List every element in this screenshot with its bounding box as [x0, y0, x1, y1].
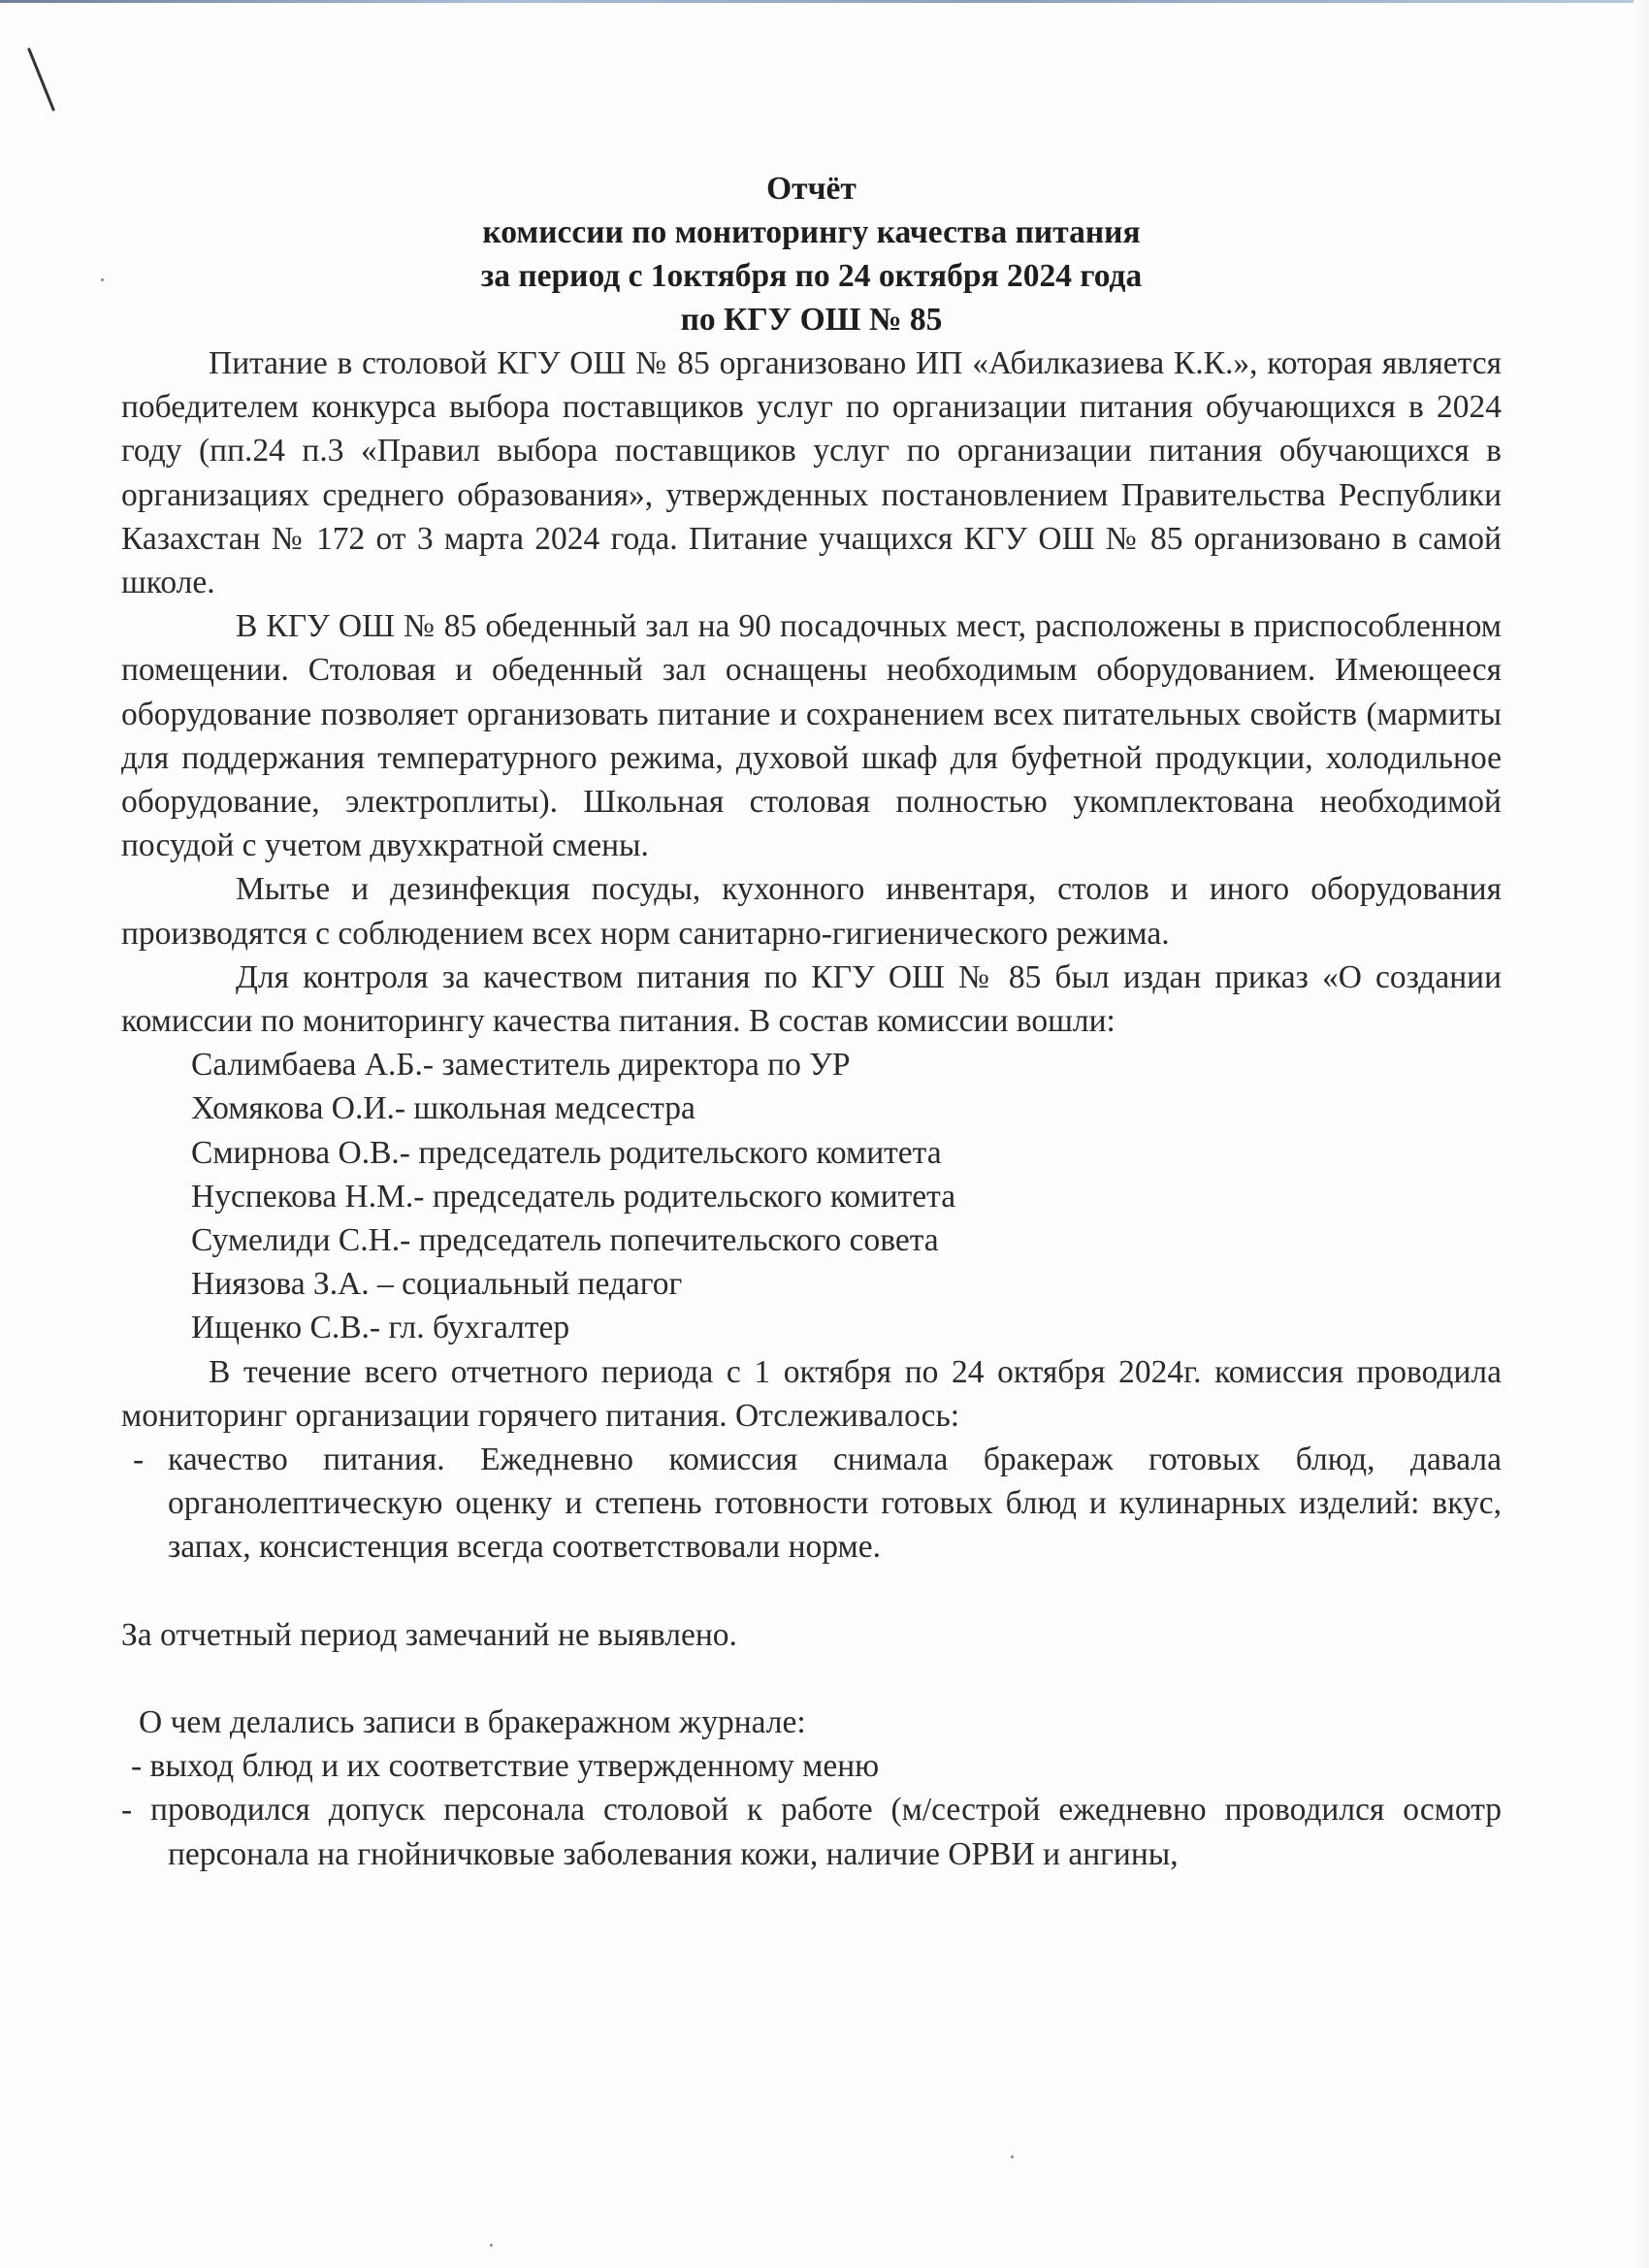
scan-edge-right: [1633, 0, 1649, 2268]
list-dash: -: [133, 1442, 145, 1478]
monitored-item-text: качество питания. Ежедневно комиссия снимала бракераж готовых блюд, давала органолептическую оценку и степень готовности готовых блюд и кулинарных изделий: вкус, запах, консистенция всегда соответствовали норме.: [168, 1442, 1502, 1566]
scan-edge-top: [0, 0, 1649, 3]
report-title-block: [121, 167, 1502, 341]
commission-member: Сумелиди С.Н.- председатель попечительского совета: [191, 1222, 939, 1259]
report-title: Отчёт: [766, 171, 857, 207]
spacer: [121, 1570, 1502, 1613]
scan-speck: [490, 2244, 493, 2247]
report-subtitle-line: за период с 1октября по 24 октября 2024 года: [480, 258, 1143, 294]
monitored-item: [121, 1438, 1502, 1570]
commission-member: Салимбаева А.Б.- заместитель директора по УР: [191, 1047, 851, 1084]
commission-member: Нуспекова Н.М.- председатель родительского комитета: [191, 1178, 956, 1215]
spacer: [121, 1657, 1502, 1701]
scan-speck: [1011, 2155, 1014, 2158]
paragraph-catering-provider: Питание в столовой КГУ ОШ № 85 организовано ИП «Абилказиева К.К.», которая является победителем конкурса выбора поставщиков услуг по организации питания обучающихся в 2024 году (пп.24 п.3 «Правил выбора поставщиков услуг по организации питания обучающихся в организациях среднего образования», утвержденных постановлением Правительства Республики Казахстан № 172 от 3 марта 2024 года. Питание учащихся КГУ ОШ № 85 организовано в самой школе.: [121, 345, 1502, 601]
journal-item: - выход блюд и их соответствие утвержденному меню: [131, 1748, 880, 1785]
commission-member: Ищенко С.В.- гл. бухгалтер: [191, 1310, 570, 1346]
commission-member: Хомякова О.И.- школьная медсестра: [191, 1090, 695, 1127]
document-body: [121, 167, 1502, 1876]
report-subtitle-line: комиссии по мониторингу качества питания: [482, 214, 1141, 250]
scan-speck: [101, 278, 104, 281]
paragraph-sanitation: Мытье и дезинфекция посуды, кухонного инвентаря, столов и иного оборудования производятся с соблюдением всех норм санитарно-гигиенического режима.: [121, 871, 1502, 952]
paragraph-monitoring-period: В течение всего отчетного периода с 1 октября по 24 октября 2024г. комиссия проводила мониторинг организации горячего питания. Отслеживалось:: [121, 1353, 1502, 1434]
report-subtitle-line: по КГУ ОШ № 85: [680, 302, 943, 338]
commission-member: Смирнова О.В.- председатель родительского комитета: [191, 1134, 942, 1171]
paragraph-commission-order: Для контроля за качеством питания по КГУ ОШ № 85 был издан приказ «О создании комиссии по мониторингу качества питания. В состав комиссии вошли:: [121, 958, 1502, 1040]
commission-member: Ниязова З.А. – социальный педагог: [191, 1266, 683, 1303]
commission-members-list: [121, 1043, 1502, 1349]
pen-mark: [27, 48, 55, 112]
no-remarks-statement: За отчетный период замечаний не выявлено.: [121, 1616, 737, 1653]
paragraph-dining-hall: В КГУ ОШ № 85 обеденный зал на 90 посадочных мест, расположены в приспособленном помещении. Столовая и обеденный зал оснащены необходимым оборудованием. Имеющееся оборудование позволяет организовать питание и сохранением всех питательных свойств (мармиты для поддержания температурного режима, духовой шкаф для буфетной продукции, холодильное оборудование, электроплиты). Школьная столовая полностью укомплектована необходимой посудой с учетом двухкратной смены.: [121, 608, 1502, 864]
journal-heading: О чем делались записи в бракеражном журнале:: [139, 1703, 806, 1740]
journal-item: - проводился допуск персонала столовой к работе (м/сестрой ежедневно проводился осмотр персонала на гнойничковые заболевания кожи, наличие ОРВИ и ангины,: [121, 1792, 1502, 1872]
